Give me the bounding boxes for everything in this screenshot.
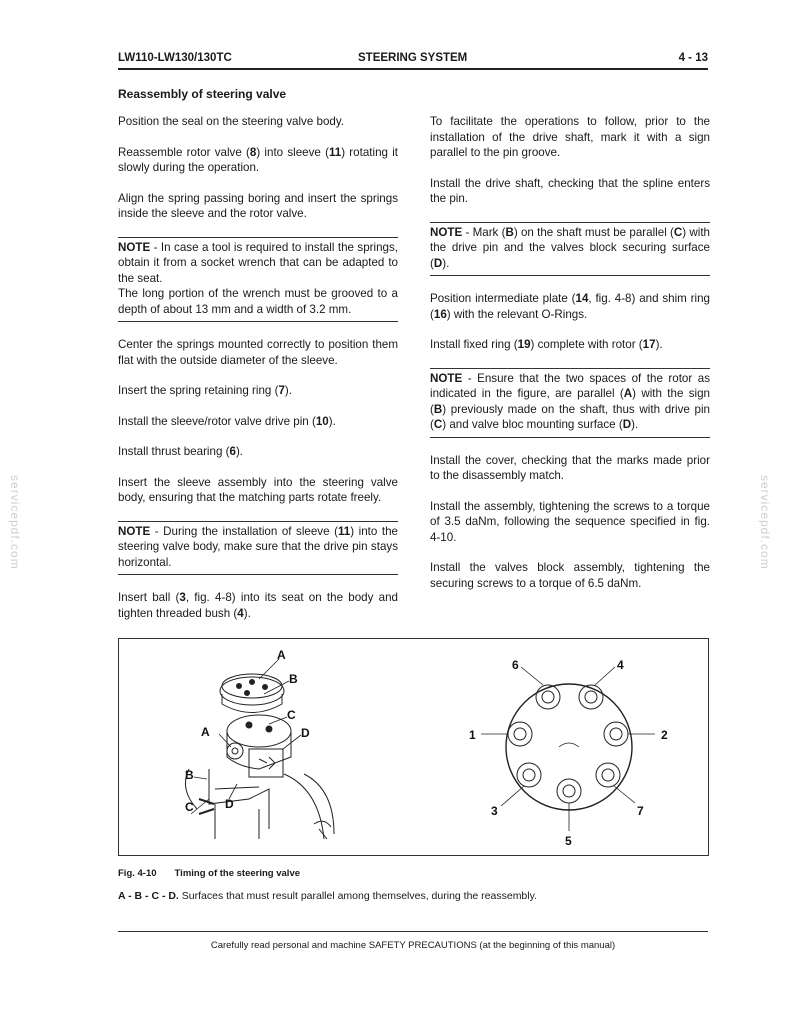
section-title: Reassembly of steering valve (118, 87, 287, 101)
left-paragraph-7: Install thrust bearing (6). (118, 445, 244, 458)
fig-label-C-upper: C (287, 708, 296, 722)
left-paragraph-6: Install the sleeve/rotor valve drive pin (10). (118, 414, 336, 428)
header-model: LW110-LW130/130TC (118, 52, 232, 64)
left-paragraph-5: Insert the spring retaining ring (7). (118, 384, 293, 397)
left-column (118, 114, 398, 636)
bolt-label-5: 5 (565, 834, 572, 848)
header-section: STEERING SYSTEM (358, 52, 468, 64)
fig-label-B-top: B (289, 672, 298, 686)
right-paragraph-2: Install the drive shaft, checking that the spline enters the pin. (430, 176, 710, 205)
figure-description: A - B - C - D. Surfaces that must result parallel among themselves, during the reassembly. (118, 890, 537, 902)
left-paragraph-1: Position the seal on the steering valve body. (118, 115, 345, 128)
page-footer: Carefully read personal and machine SAFETY PRECAUTIONS (at the beginning of this manual) (210, 940, 616, 951)
watermark-left: servicepdf.com (8, 475, 22, 570)
note-box-shaft-mark: NOTE - Mark (B) on the shaft must be parallel (C) with the drive pin and the valves block securing surface (D). (430, 222, 710, 277)
fig-label-D-right: D (301, 726, 310, 740)
note-box-sleeve: NOTE - During the installation of sleeve (11) into the steering valve body, make sure that the drive pin stays horizontal. (118, 521, 398, 576)
figure-illustration (119, 639, 710, 857)
right-column (430, 114, 710, 606)
figure-title: Timing of the steering valve (174, 868, 301, 879)
fig-label-A-top: A (277, 648, 286, 662)
right-paragraph-1: To facilitate the operations to follow, prior to the installation of the drive shaft, mark it with a sign parallel to the pin groove. (430, 115, 710, 159)
figure-number: Fig. 4-10 (118, 868, 157, 879)
left-paragraph-3: Align the spring passing boring and insert the springs inside the sleeve and the rotor valve. (118, 191, 398, 220)
right-paragraph-4: Install fixed ring (19) complete with rotor (17). (430, 338, 663, 351)
left-paragraph-9: Insert ball (3, fig. 4-8) into its seat on the body and tighten threaded bush (4). (118, 591, 398, 620)
bolt-label-2: 2 (661, 728, 668, 742)
fig-label-D-lower: D (225, 797, 234, 811)
footer-divider (118, 931, 708, 932)
right-paragraph-7: Install the valves block assembly, tightening the securing screws to a torque of 6.5 daNm. (430, 561, 710, 590)
figure-4-10 (118, 638, 709, 856)
watermark-right: servicepdf.com (758, 475, 772, 570)
fig-label-B-left: B (185, 768, 194, 782)
bolt-label-7: 7 (637, 804, 644, 818)
bolt-label-4: 4 (617, 658, 624, 672)
bolt-label-6: 6 (512, 658, 519, 672)
bolt-label-1: 1 (469, 728, 476, 742)
fig-label-C-lower: C (185, 800, 194, 814)
cover-bolt-pattern (481, 667, 655, 831)
fig-label-A-left: A (201, 725, 210, 739)
right-paragraph-6: Install the assembly, tightening the screws to a torque of 3.5 daNm, following the sequence specified in fig. 4-10. (430, 499, 710, 544)
note-box-springs: NOTE - In case a tool is required to install the springs, obtain it from a socket wrench that can be adapted to the seat. The long portion of the wrench must be grooved to a depth of about 13 mm and a width of 3.2 mm. (118, 237, 398, 323)
page-header (118, 52, 708, 70)
left-paragraph-2: Reassemble rotor valve (8) into sleeve (11) rotating it slowly during the operation. (118, 145, 398, 174)
steering-valve-sketch (185, 659, 334, 839)
figure-caption (118, 868, 300, 879)
left-paragraph-8: Insert the sleeve assembly into the steering valve body, ensuring that the matching parts rotate freely. (118, 475, 398, 504)
bolt-label-3: 3 (491, 804, 498, 818)
right-paragraph-5: Install the cover, checking that the marks made prior to the disassembly match. (430, 453, 710, 482)
note-box-rotor: NOTE - Ensure that the two spaces of the rotor as indicated in the figure, are parallel (A) with the sign (B) previously made on the shaft, thus with drive pin (C) and valve bloc mounting surface (D). (430, 368, 710, 438)
header-page-number: 4 - 13 (678, 52, 708, 64)
right-paragraph-3: Position intermediate plate (14, fig. 4-8) and shim ring (16) with the relevant O-Rings. (430, 292, 710, 321)
left-paragraph-4: Center the springs mounted correctly to position them flat with the outside diameter of the sleeve. (118, 338, 398, 367)
